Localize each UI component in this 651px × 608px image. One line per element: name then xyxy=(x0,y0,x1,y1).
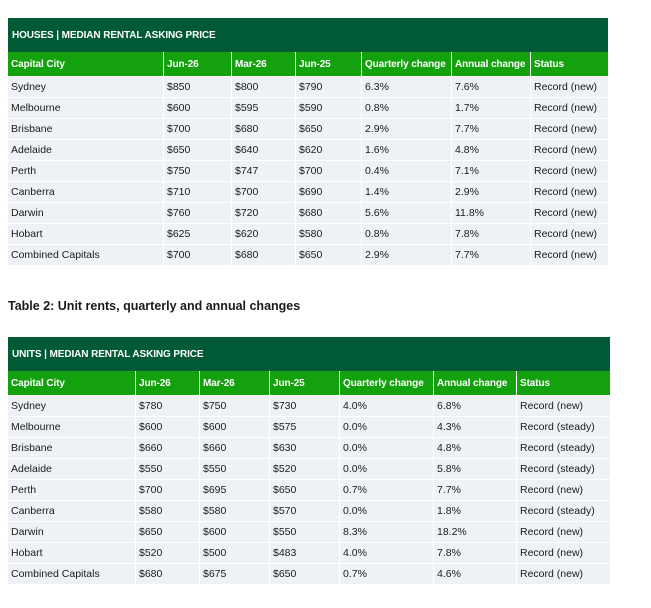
units-table-block xyxy=(8,337,610,584)
table-cell: $750 xyxy=(164,160,232,181)
table-cell: $780 xyxy=(136,395,200,416)
table-cell: $695 xyxy=(200,479,270,500)
table-cell: Record (new) xyxy=(531,181,608,202)
table-row xyxy=(8,458,610,479)
houses-col-capital-city: Capital City xyxy=(8,52,164,76)
units-banner-title: UNITS | MEDIAN RENTAL ASKING PRICE xyxy=(8,337,610,371)
table-cell: $520 xyxy=(136,542,200,563)
table-cell: 0.8% xyxy=(362,97,452,118)
table-cell: Record (new) xyxy=(517,542,610,563)
table-row xyxy=(8,76,608,97)
table-row xyxy=(8,223,608,244)
houses-col-jun-25: Jun-25 xyxy=(296,52,362,76)
table-cell: Record (new) xyxy=(517,563,610,584)
table-cell: 11.8% xyxy=(452,202,531,223)
table-cell: Canberra xyxy=(8,500,136,521)
table-cell: $580 xyxy=(296,223,362,244)
table-cell: $690 xyxy=(296,181,362,202)
houses-col-jun-26: Jun-26 xyxy=(164,52,232,76)
table-cell: 7.7% xyxy=(452,118,531,139)
table-row xyxy=(8,395,610,416)
units-col-status: Status xyxy=(517,371,610,395)
houses-header-row xyxy=(8,52,608,76)
table-cell: $650 xyxy=(164,139,232,160)
table-cell: 0.0% xyxy=(340,500,434,521)
table-cell: Sydney xyxy=(8,76,164,97)
houses-table-body xyxy=(8,76,608,265)
table-cell: 0.7% xyxy=(340,479,434,500)
table-cell: Record (steady) xyxy=(517,500,610,521)
table-cell: 6.8% xyxy=(434,395,517,416)
table-cell: $595 xyxy=(232,97,296,118)
table-cell: 0.4% xyxy=(362,160,452,181)
table-cell: 7.1% xyxy=(452,160,531,181)
table-cell: 2.9% xyxy=(362,118,452,139)
table-cell: 0.0% xyxy=(340,458,434,479)
table-cell: $675 xyxy=(200,563,270,584)
table-cell: 1.4% xyxy=(362,181,452,202)
table-cell: $680 xyxy=(136,563,200,584)
table-row xyxy=(8,416,610,437)
table-cell: $700 xyxy=(136,479,200,500)
table-cell: Record (new) xyxy=(531,97,608,118)
table-cell: 5.8% xyxy=(434,458,517,479)
table-cell: $625 xyxy=(164,223,232,244)
table-row xyxy=(8,563,610,584)
table-cell: $575 xyxy=(270,416,340,437)
houses-col-quarterly-change: Quarterly change xyxy=(362,52,452,76)
table-cell: $680 xyxy=(296,202,362,223)
table-cell: 7.7% xyxy=(452,244,531,265)
units-col-capital-city: Capital City xyxy=(8,371,136,395)
table-row xyxy=(8,542,610,563)
table-row xyxy=(8,521,610,542)
table-cell: $630 xyxy=(270,437,340,458)
table-cell: $700 xyxy=(296,160,362,181)
table-cell: $620 xyxy=(232,223,296,244)
table-cell: $660 xyxy=(200,437,270,458)
table-cell: Darwin xyxy=(8,202,164,223)
table-cell: $483 xyxy=(270,542,340,563)
table-cell: Record (new) xyxy=(531,160,608,181)
table-cell: $600 xyxy=(164,97,232,118)
units-col-quarterly-change: Quarterly change xyxy=(340,371,434,395)
table-cell: $680 xyxy=(232,244,296,265)
houses-col-annual-change: Annual change xyxy=(452,52,531,76)
table-cell: Adelaide xyxy=(8,458,136,479)
table-cell: $700 xyxy=(164,244,232,265)
table-cell: 2.9% xyxy=(362,244,452,265)
units-col-mar-26: Mar-26 xyxy=(200,371,270,395)
table-cell: 4.6% xyxy=(434,563,517,584)
table-cell: $590 xyxy=(296,97,362,118)
table-cell: Record (new) xyxy=(517,395,610,416)
table-cell: Record (steady) xyxy=(517,416,610,437)
table-cell: $580 xyxy=(136,500,200,521)
table-cell: $650 xyxy=(296,244,362,265)
table-cell: 1.6% xyxy=(362,139,452,160)
table-row xyxy=(8,97,608,118)
table-cell: Record (steady) xyxy=(517,437,610,458)
table-cell: Melbourne xyxy=(8,97,164,118)
units-table-body xyxy=(8,395,610,584)
table-cell: Record (new) xyxy=(531,223,608,244)
houses-col-status: Status xyxy=(531,52,608,76)
table-cell: $650 xyxy=(270,563,340,584)
table-cell: 4.8% xyxy=(452,139,531,160)
table-cell: $660 xyxy=(136,437,200,458)
table-cell: Combined Capitals xyxy=(8,563,136,584)
houses-banner-title: HOUSES | MEDIAN RENTAL ASKING PRICE xyxy=(8,18,608,52)
units-col-annual-change: Annual change xyxy=(434,371,517,395)
table-cell: 4.3% xyxy=(434,416,517,437)
table-cell: 0.8% xyxy=(362,223,452,244)
table-cell: Record (new) xyxy=(531,244,608,265)
table-cell: 4.0% xyxy=(340,395,434,416)
units-col-jun-26: Jun-26 xyxy=(136,371,200,395)
table-cell: Melbourne xyxy=(8,416,136,437)
table-cell: Combined Capitals xyxy=(8,244,164,265)
table-cell: $710 xyxy=(164,181,232,202)
units-header-row xyxy=(8,371,610,395)
table-cell: 7.7% xyxy=(434,479,517,500)
table-cell: Adelaide xyxy=(8,139,164,160)
houses-table xyxy=(8,52,608,265)
table-cell: $850 xyxy=(164,76,232,97)
table-cell: Record (new) xyxy=(531,139,608,160)
units-col-jun-25: Jun-25 xyxy=(270,371,340,395)
table-cell: $550 xyxy=(136,458,200,479)
table-cell: $600 xyxy=(136,416,200,437)
table-cell: 8.3% xyxy=(340,521,434,542)
table-cell: $640 xyxy=(232,139,296,160)
table-row xyxy=(8,244,608,265)
table-cell: 6.3% xyxy=(362,76,452,97)
table-cell: Hobart xyxy=(8,223,164,244)
table-row xyxy=(8,139,608,160)
houses-table-block xyxy=(8,18,608,265)
units-table-caption: Table 2: Unit rents, quarterly and annual changes xyxy=(8,299,301,313)
table-cell: 7.8% xyxy=(434,542,517,563)
houses-col-mar-26: Mar-26 xyxy=(232,52,296,76)
table-cell: Brisbane xyxy=(8,437,136,458)
table-row xyxy=(8,160,608,181)
table-cell: 7.8% xyxy=(452,223,531,244)
table-cell: $650 xyxy=(296,118,362,139)
table-cell: 5.6% xyxy=(362,202,452,223)
table-row xyxy=(8,181,608,202)
table-cell: Record (new) xyxy=(517,479,610,500)
table-cell: $747 xyxy=(232,160,296,181)
table-cell: $650 xyxy=(136,521,200,542)
table-cell: 18.2% xyxy=(434,521,517,542)
table-cell: Brisbane xyxy=(8,118,164,139)
table-cell: Record (new) xyxy=(531,118,608,139)
table-cell: 1.7% xyxy=(452,97,531,118)
table-cell: $580 xyxy=(200,500,270,521)
table-cell: $720 xyxy=(232,202,296,223)
table-cell: 0.7% xyxy=(340,563,434,584)
table-cell: $570 xyxy=(270,500,340,521)
table-cell: $790 xyxy=(296,76,362,97)
table-row xyxy=(8,479,610,500)
table-cell: $520 xyxy=(270,458,340,479)
table-cell: $600 xyxy=(200,416,270,437)
table-row xyxy=(8,202,608,223)
table-cell: $620 xyxy=(296,139,362,160)
table-cell: 4.0% xyxy=(340,542,434,563)
table-cell: $500 xyxy=(200,542,270,563)
table-cell: Record (steady) xyxy=(517,458,610,479)
table-cell: Hobart xyxy=(8,542,136,563)
table-cell: Record (new) xyxy=(531,76,608,97)
table-cell: $800 xyxy=(232,76,296,97)
table-cell: $700 xyxy=(232,181,296,202)
table-cell: 7.6% xyxy=(452,76,531,97)
table-cell: Darwin xyxy=(8,521,136,542)
table-cell: Canberra xyxy=(8,181,164,202)
table-cell: $680 xyxy=(232,118,296,139)
table-cell: $550 xyxy=(270,521,340,542)
table-cell: $760 xyxy=(164,202,232,223)
table-cell: $650 xyxy=(270,479,340,500)
units-table xyxy=(8,371,610,584)
table-cell: Sydney xyxy=(8,395,136,416)
table-cell: Record (new) xyxy=(517,521,610,542)
table-cell: $730 xyxy=(270,395,340,416)
table-cell: Perth xyxy=(8,160,164,181)
table-cell: $700 xyxy=(164,118,232,139)
table-cell: $600 xyxy=(200,521,270,542)
table-cell: 4.8% xyxy=(434,437,517,458)
table-row xyxy=(8,118,608,139)
table-row xyxy=(8,437,610,458)
table-cell: 1.8% xyxy=(434,500,517,521)
table-cell: $750 xyxy=(200,395,270,416)
table-cell: Perth xyxy=(8,479,136,500)
table-cell: 0.0% xyxy=(340,416,434,437)
table-row xyxy=(8,500,610,521)
table-cell: Record (new) xyxy=(531,202,608,223)
table-cell: 2.9% xyxy=(452,181,531,202)
table-cell: 0.0% xyxy=(340,437,434,458)
table-cell: $550 xyxy=(200,458,270,479)
